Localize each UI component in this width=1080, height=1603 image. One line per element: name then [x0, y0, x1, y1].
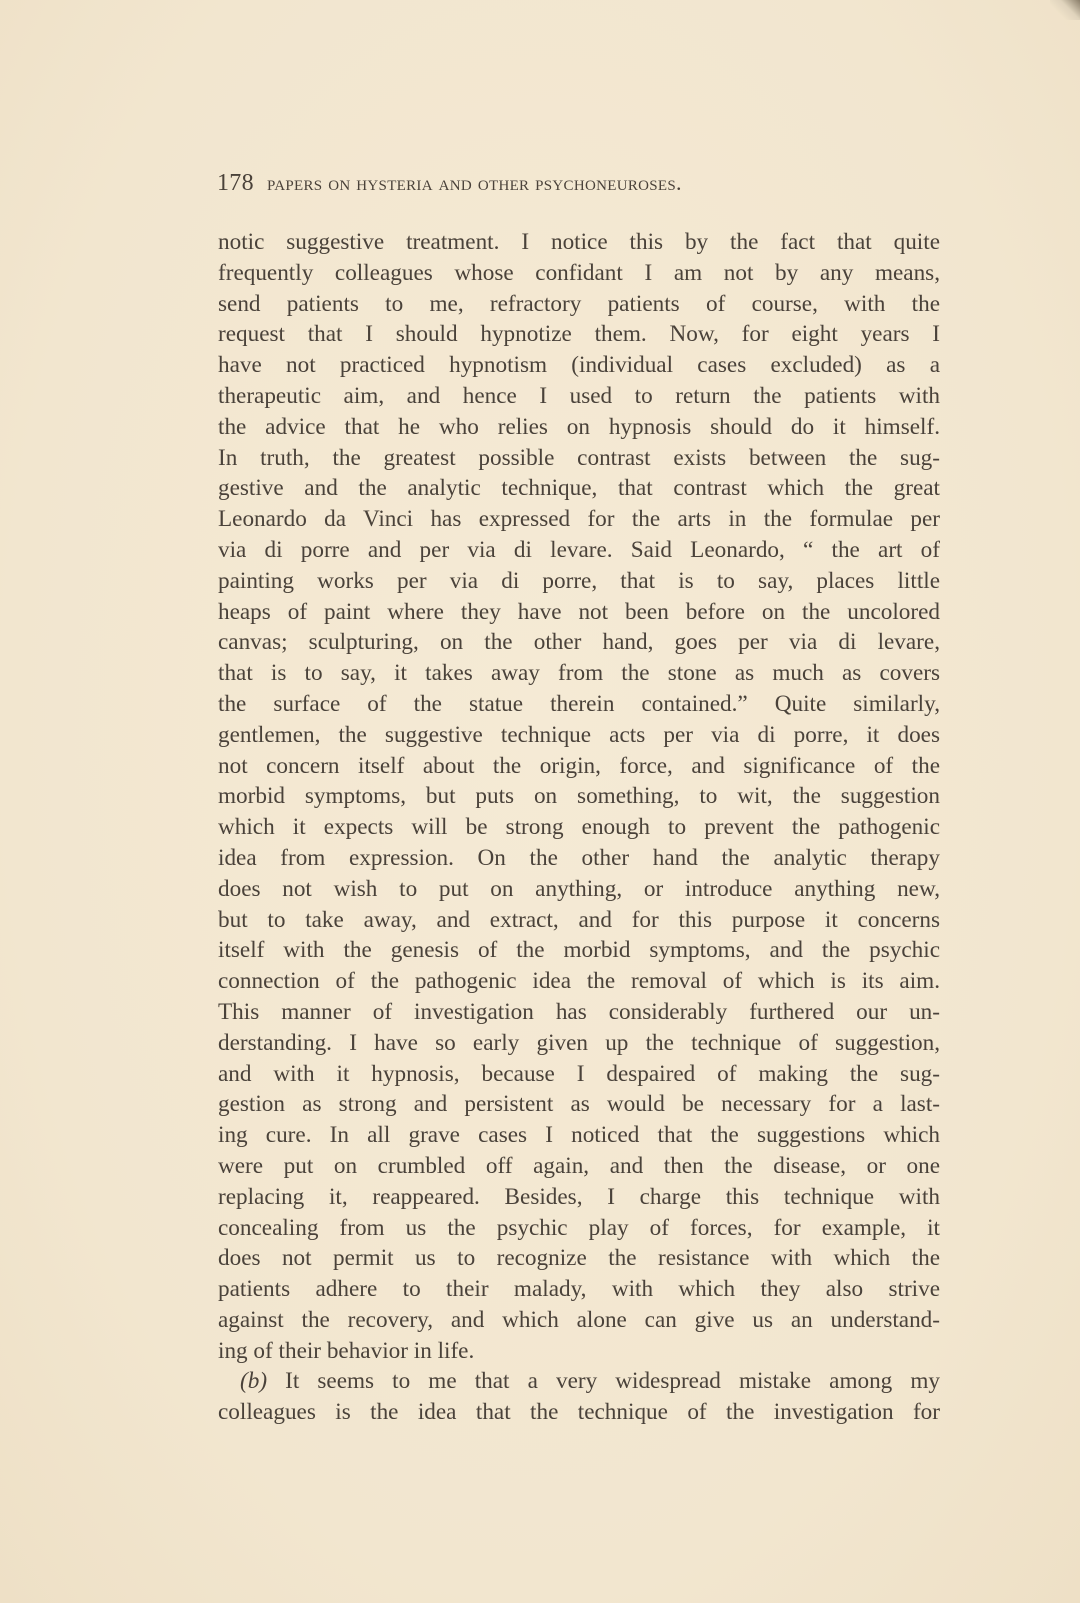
text-line [218, 1366, 940, 1397]
text-line: not concern itself about the origin, force, and significance of the [218, 752, 940, 779]
text-line: derstanding. I have so early given up the technique of suggestion, [218, 1029, 940, 1056]
paragraph-a [218, 227, 940, 1366]
body-text [218, 227, 940, 1428]
text-line: heaps of paint where they have not been before on the uncolored [218, 598, 940, 625]
text-line: gestion as strong and persistent as would be necessary for a last- [218, 1091, 940, 1118]
running-head [217, 170, 917, 197]
text-line: have not practiced hypnotism (individual cases excluded) as a [218, 352, 940, 379]
text-line: does not wish to put on anything, or introduce anything new, [218, 875, 940, 902]
text-line: request that I should hypnotize them. Now, for eight years I [218, 321, 940, 348]
text-line: gentlemen, the suggestive technique acts per via di porre, it does [218, 721, 940, 748]
text-line: This manner of investigation has considerably furthered our un- [218, 998, 940, 1025]
text-line: the surface of the statue therein contained.” Quite similarly, [218, 690, 940, 717]
text-line: itself with the genesis of the morbid symptoms, and the psychic [218, 937, 940, 964]
page-number: 178 [217, 170, 254, 196]
text-line: idea from expression. On the other hand the analytic therapy [218, 844, 940, 871]
text-line: frequently colleagues whose confidant I am not by any means, [218, 259, 940, 286]
paragraph-b [218, 1366, 940, 1428]
text-line: send patients to me, refractory patients of course, with the [218, 290, 940, 317]
running-title: papers on hysteria and other psychoneuroses. [266, 170, 682, 195]
text-line: against the recovery, and which alone can give us an understand- [218, 1306, 940, 1333]
text-line: painting works per via di porre, that is to say, places little [218, 567, 940, 594]
text-line: were put on crumbled off again, and then the disease, or one [218, 1152, 940, 1179]
page-corner-shadow [1050, 0, 1080, 20]
text-line: morbid symptoms, but puts on something, to wit, the suggestion [218, 783, 940, 810]
section-label: (b) [240, 1368, 268, 1395]
text-line: that is to say, it takes away from the stone as much as covers [218, 660, 940, 687]
text-line: therapeutic aim, and hence I used to return the patients with [218, 382, 940, 409]
text-line: and with it hypnosis, because I despaired of making the sug- [218, 1060, 940, 1087]
text-line: canvas; sculpturing, on the other hand, goes per via di levare, [218, 629, 940, 656]
text-line: ing cure. In all grave cases I noticed that the suggestions which [218, 1122, 940, 1149]
text-line: which it expects will be strong enough to prevent the pathogenic [218, 814, 940, 841]
text-line: In truth, the greatest possible contrast exists between the sug- [218, 444, 940, 471]
text-line: concealing from us the psychic play of forces, for example, it [218, 1214, 940, 1241]
text-line: the advice that he who relies on hypnosis should do it himself. [218, 413, 940, 440]
text-line: colleagues is the idea that the technique of the investigation for [218, 1399, 940, 1426]
text-line: connection of the pathogenic idea the removal of which is its aim. [218, 968, 940, 995]
text-line: but to take away, and extract, and for this purpose it concerns [218, 906, 940, 933]
text-line: gestive and the analytic technique, that contrast which the great [218, 475, 940, 502]
text-line: Leonardo da Vinci has expressed for the arts in the formulae per [218, 506, 940, 533]
text-line: does not permit us to recognize the resistance with which the [218, 1245, 940, 1272]
text-line: replacing it, reappeared. Besides, I charge this technique with [218, 1183, 940, 1210]
text-line: ing of their behavior in life. [218, 1337, 475, 1364]
text-line: notic suggestive treatment. I notice this by the fact that quite [218, 229, 940, 255]
text-line: via di porre and per via di levare. Said Leonardo, “ the art of [218, 536, 940, 563]
text-line: patients adhere to their malady, with which they also strive [218, 1276, 940, 1303]
text-fragment: It seems to me that a very widespread mistake among my [267, 1368, 940, 1395]
